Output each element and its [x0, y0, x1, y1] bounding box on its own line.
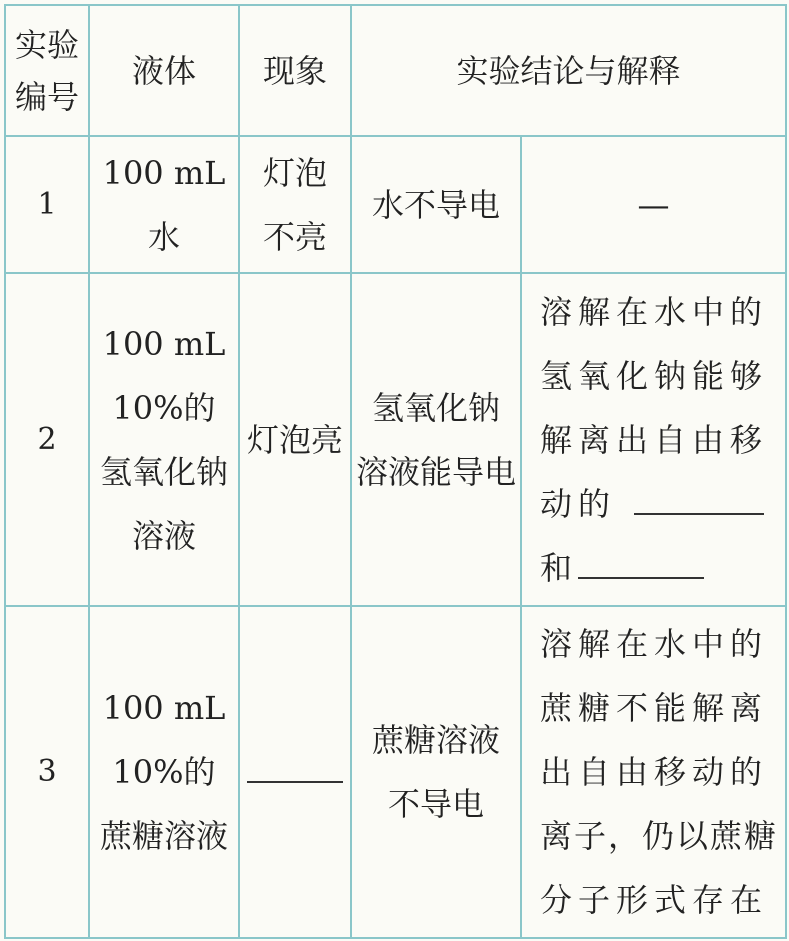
row1-phenomenon-line1: 灯泡 [262, 153, 327, 192]
row2-liquid [89, 273, 239, 606]
table-row [5, 136, 786, 273]
header-conclusion: 实验结论与解释 [351, 5, 786, 136]
row1-liquid [89, 136, 239, 273]
row3-expl-line5: 分子形式存在 [540, 881, 769, 919]
row2-expl-line1: 溶解在水中的 [540, 292, 769, 331]
table-row [5, 606, 786, 938]
row2-expl-line2: 氢氧化钠能够 [540, 356, 769, 395]
row2-liquid-line3: 氢氧化钠 [99, 452, 228, 491]
table-row [5, 273, 786, 606]
row1-conclusion: 水不导电 [351, 136, 521, 273]
row1-id: 1 [5, 136, 89, 273]
row3-conclusion-line1: 蔗糖溶液 [371, 721, 500, 759]
row3-expl-line2: 蔗糖不能解离 [540, 689, 769, 727]
row2-explanation [521, 273, 786, 606]
answer-blank-1[interactable] [634, 513, 764, 515]
row1-phenomenon-line2: 不亮 [262, 217, 327, 256]
header-row [5, 5, 786, 136]
row3-conclusion-line2: 不导电 [387, 785, 484, 823]
row2-phenomenon: 灯泡亮 [239, 273, 351, 606]
row2-conclusion-line1: 氢氧化钠 [371, 388, 500, 427]
row2-expl-line4-text: 动的 [540, 484, 617, 523]
header-id-line1: 实验 [14, 25, 79, 64]
row2-conclusion [351, 273, 521, 606]
row3-explanation [521, 606, 786, 938]
row3-expl-line3: 出自由移动的 [540, 753, 769, 791]
row2-liquid-line4: 溶液 [131, 516, 196, 555]
row3-liquid-line1: 100 mL [102, 689, 226, 727]
row1-liquid-line2: 水 [147, 217, 180, 256]
row2-expl-line4 [540, 472, 769, 536]
row2-liquid-line2: 10%的 [112, 388, 216, 427]
answer-blank-3[interactable] [247, 781, 343, 783]
row2-expl-line5-text: 和 [540, 548, 579, 587]
row1-explanation: — [521, 136, 786, 273]
row2-liquid-line1: 100 mL [102, 324, 226, 363]
row3-liquid-line3: 蔗糖溶液 [99, 817, 228, 855]
row3-phenomenon [239, 606, 351, 938]
header-liquid: 液体 [89, 5, 239, 136]
row3-conclusion [351, 606, 521, 938]
row2-expl-line5 [540, 536, 769, 600]
row3-expl-line4: 离子，仍以蔗糖 [540, 817, 779, 855]
row2-id: 2 [5, 273, 89, 606]
experiment-table [4, 4, 787, 939]
header-experiment-number [5, 5, 89, 136]
row3-id: 3 [5, 606, 89, 938]
row3-liquid-line2: 10%的 [112, 753, 216, 791]
row3-liquid [89, 606, 239, 938]
row3-expl-line1: 溶解在水中的 [540, 625, 769, 663]
row1-liquid-line1: 100 mL [102, 153, 226, 192]
answer-blank-2[interactable] [578, 577, 704, 579]
row2-expl-line3: 解离出自由移 [540, 420, 769, 459]
row2-conclusion-line2: 溶液能导电 [355, 452, 516, 491]
row1-phenomenon [239, 136, 351, 273]
header-id-line2: 编号 [14, 77, 79, 116]
header-phenomenon: 现象 [239, 5, 351, 136]
